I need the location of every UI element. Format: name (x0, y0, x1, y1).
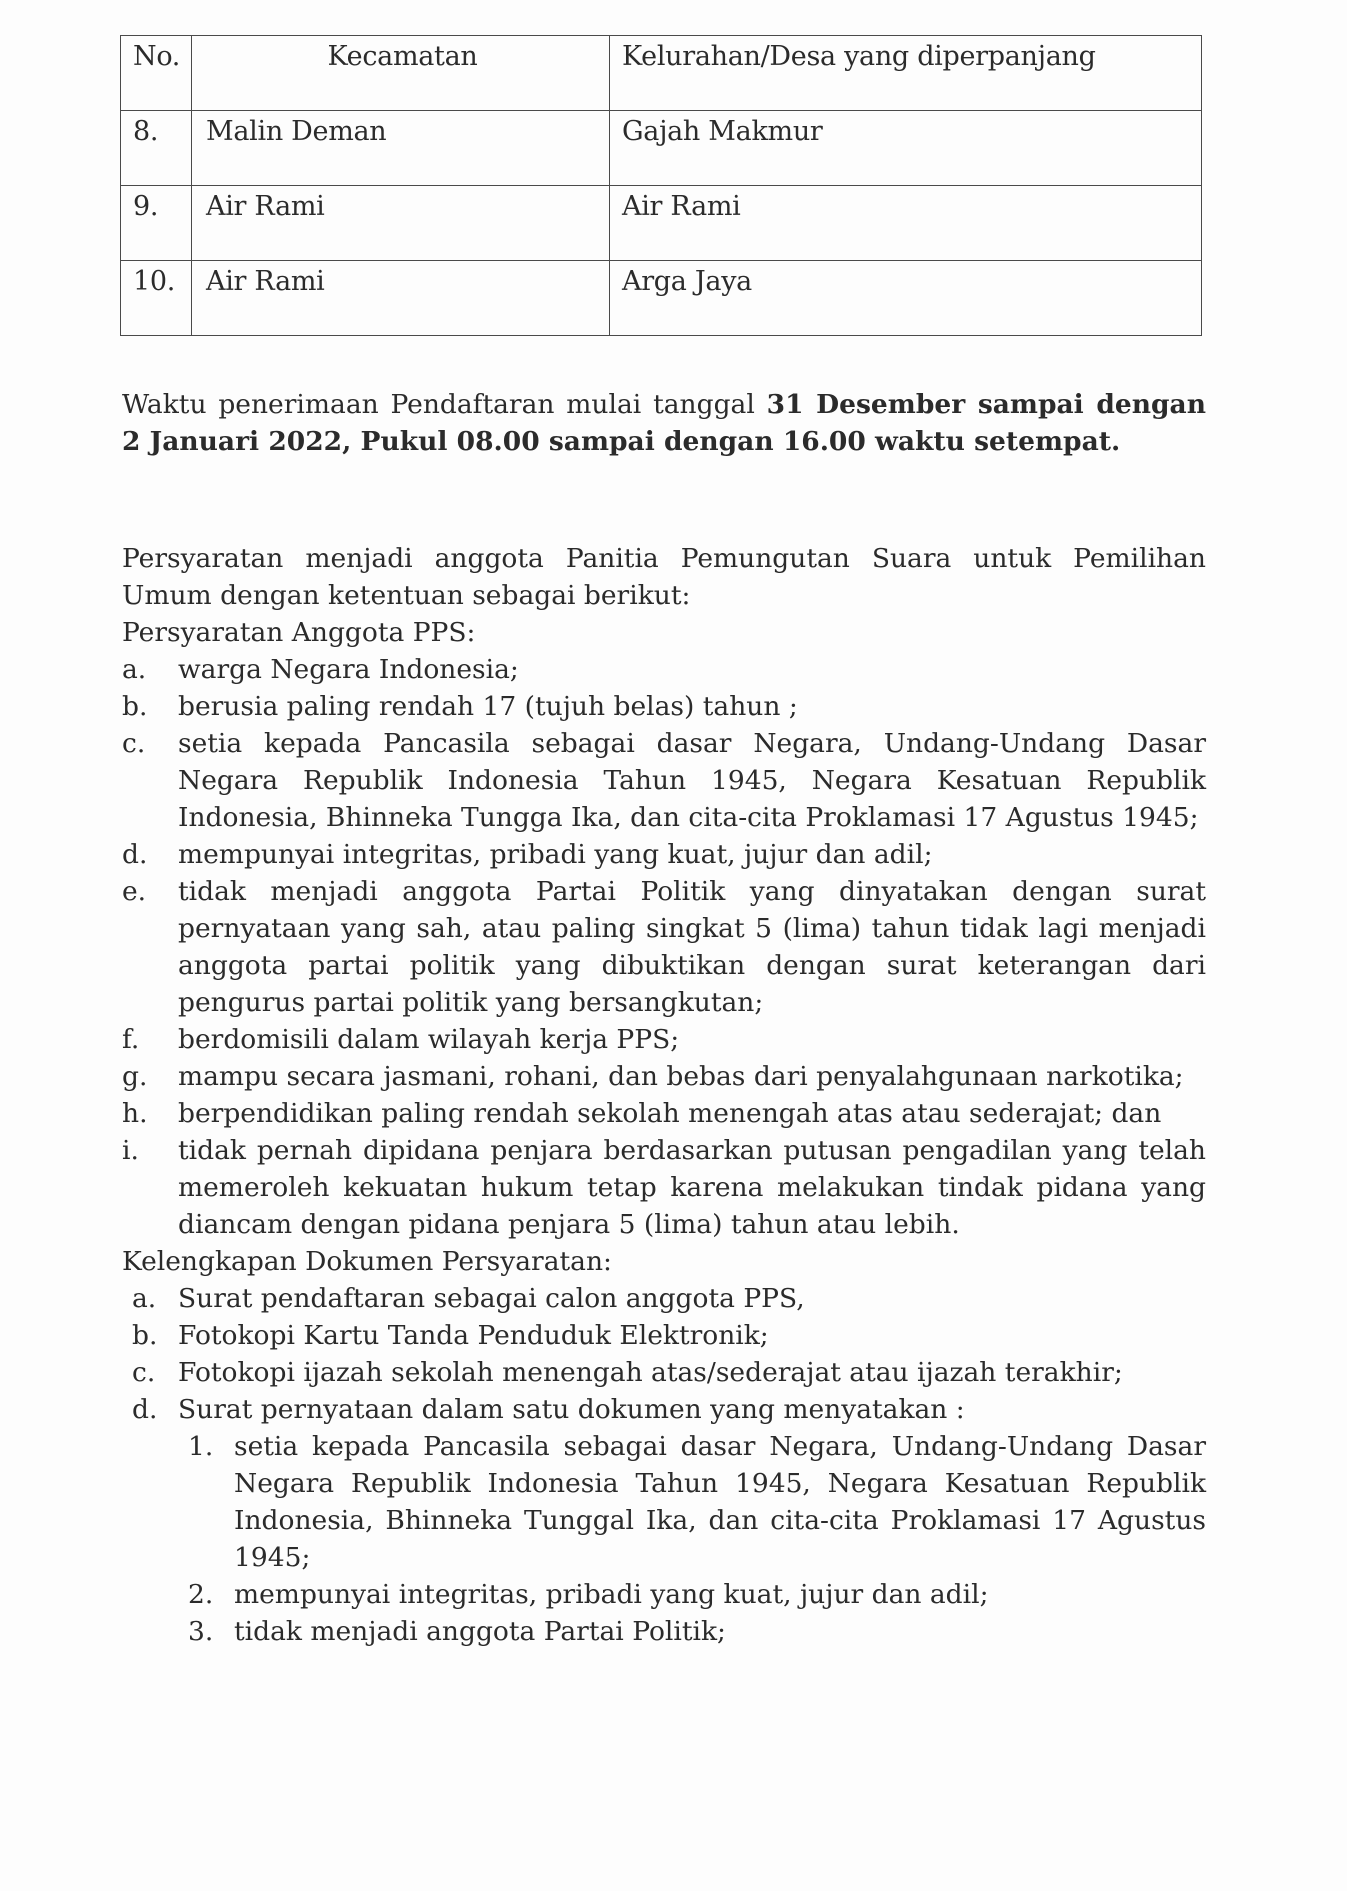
column-header-no: No. (121, 36, 192, 111)
list-item-text: berdomisili dalam wilayah kerja PPS; (178, 1024, 680, 1055)
pps-requirements-list (122, 651, 1206, 1243)
registration-time-prefix: Waktu penerimaan Pendaftaran mulai tanggal (122, 389, 767, 420)
list-item (122, 1132, 1206, 1243)
list-item-label: e. (122, 876, 147, 907)
sub-list-item-text: tidak menjadi anggota Partai Politik; (234, 1616, 726, 1647)
statement-list (178, 1428, 1206, 1650)
table-header-row (121, 36, 1202, 111)
list-item-text: setia kepada Pancasila sebagai dasar Negara, Undang-Undang Dasar Negara Republik Indonesia Tahun 1945, Negara Kesatuan Republik Indonesia, Bhinneka Tungga Ika, dan cita-cita Proklamasi 17 Agustus 1945; (178, 728, 1206, 833)
list-item-text: Fotokopi Kartu Tanda Penduduk Elektronik; (178, 1320, 769, 1351)
sub-list-item (178, 1613, 1206, 1650)
registration-time-paragraph (122, 386, 1206, 460)
cell-kecamatan: Air Rami (192, 261, 610, 336)
table-row (121, 111, 1202, 186)
list-item (122, 1280, 1206, 1317)
cell-kelurahan: Gajah Makmur (610, 111, 1202, 186)
list-item-label: b. (122, 691, 148, 722)
list-item (122, 1317, 1206, 1354)
list-item (122, 651, 1206, 688)
list-item (122, 1095, 1206, 1132)
sub-list-item-label: 2. (188, 1579, 214, 1610)
cell-kecamatan: Malin Deman (192, 111, 610, 186)
list-item-label: c. (132, 1357, 156, 1388)
list-item-label: g. (122, 1061, 148, 1092)
list-item (122, 688, 1206, 725)
requirements-intro: Persyaratan menjadi anggota Panitia Pemungutan Suara untuk Pemilihan Umum dengan ketentuan sebagai berikut: (122, 543, 1206, 611)
list-item-text: Surat pernyataan dalam satu dokumen yang menyatakan : (178, 1394, 965, 1425)
list-item (122, 1354, 1206, 1391)
list-item-label: f. (122, 1024, 140, 1055)
cell-kelurahan: Air Rami (610, 186, 1202, 261)
list-item-text: Fotokopi ijazah sekolah menengah atas/sederajat atau ijazah terakhir; (178, 1357, 1123, 1388)
registration-time-period: 31 Desember sampai dengan 2 Januari 2022, Pukul 08.00 sampai dengan 16.00 waktu setempat. (122, 389, 1206, 457)
table-row (121, 186, 1202, 261)
documents-heading: Kelengkapan Dokumen Persyaratan: (122, 1246, 612, 1277)
pps-requirements-heading: Persyaratan Anggota PPS: (122, 617, 476, 648)
list-item-text: mempunyai integritas, pribadi yang kuat, jujur dan adil; (178, 839, 933, 870)
documents-list (122, 1280, 1206, 1650)
list-item-text: Surat pendaftaran sebagai calon anggota PPS, (178, 1283, 805, 1314)
list-item-text: berpendidikan paling rendah sekolah menengah atas atau sederajat; dan (178, 1098, 1162, 1129)
list-item-label: c. (122, 728, 146, 759)
cell-no: 9. (121, 186, 192, 261)
list-item (122, 725, 1206, 836)
list-item (122, 1021, 1206, 1058)
sub-list-item (178, 1428, 1206, 1576)
cell-kecamatan: Air Rami (192, 186, 610, 261)
requirements-section (122, 540, 1206, 1650)
list-item-text: tidak pernah dipidana penjara berdasarkan putusan pengadilan yang telah memeroleh kekuatan hukum tetap karena melakukan tindak pidana yang diancam dengan pidana penjara 5 (lima) tahun atau lebih. (178, 1135, 1206, 1240)
sub-list-item-text: setia kepada Pancasila sebagai dasar Negara, Undang-Undang Dasar Negara Republik Indonesia Tahun 1945, Negara Kesatuan Republik Indonesia, Bhinneka Tunggal Ika, dan cita-cita Proklamasi 17 Agustus 1945; (234, 1431, 1206, 1573)
cell-no: 8. (121, 111, 192, 186)
list-item-text: berusia paling rendah 17 (tujuh belas) tahun ; (178, 691, 798, 722)
list-item-text: warga Negara Indonesia; (178, 654, 519, 685)
extended-villages-table (120, 35, 1202, 336)
list-item (122, 836, 1206, 873)
sub-list-item-label: 3. (188, 1616, 214, 1647)
list-item-text: tidak menjadi anggota Partai Politik yang dinyatakan dengan surat pernyataan yang sah, atau paling singkat 5 (lima) tahun tidak lagi menjadi anggota partai politik yang dibuktikan dengan surat keterangan dari pengurus partai politik yang bersangkutan; (178, 876, 1206, 1018)
list-item-label: d. (132, 1394, 158, 1425)
list-item-label: a. (122, 654, 147, 685)
table-row (121, 261, 1202, 336)
sub-list-item-text: mempunyai integritas, pribadi yang kuat, jujur dan adil; (234, 1579, 989, 1610)
list-item (122, 1391, 1206, 1650)
list-item-label: b. (132, 1320, 158, 1351)
cell-kelurahan: Arga Jaya (610, 261, 1202, 336)
list-item (122, 1058, 1206, 1095)
column-header-kelurahan: Kelurahan/Desa yang diperpanjang (610, 36, 1202, 111)
list-item-label: h. (122, 1098, 148, 1129)
sub-list-item-label: 1. (188, 1431, 214, 1462)
cell-no: 10. (121, 261, 192, 336)
list-item (122, 873, 1206, 1021)
list-item-label: i. (122, 1135, 139, 1166)
list-item-label: d. (122, 839, 148, 870)
list-item-label: a. (132, 1283, 157, 1314)
list-item-text: mampu secara jasmani, rohani, dan bebas dari penyalahgunaan narkotika; (178, 1061, 1184, 1092)
sub-list-item (178, 1576, 1206, 1613)
column-header-kecamatan: Kecamatan (192, 36, 610, 111)
